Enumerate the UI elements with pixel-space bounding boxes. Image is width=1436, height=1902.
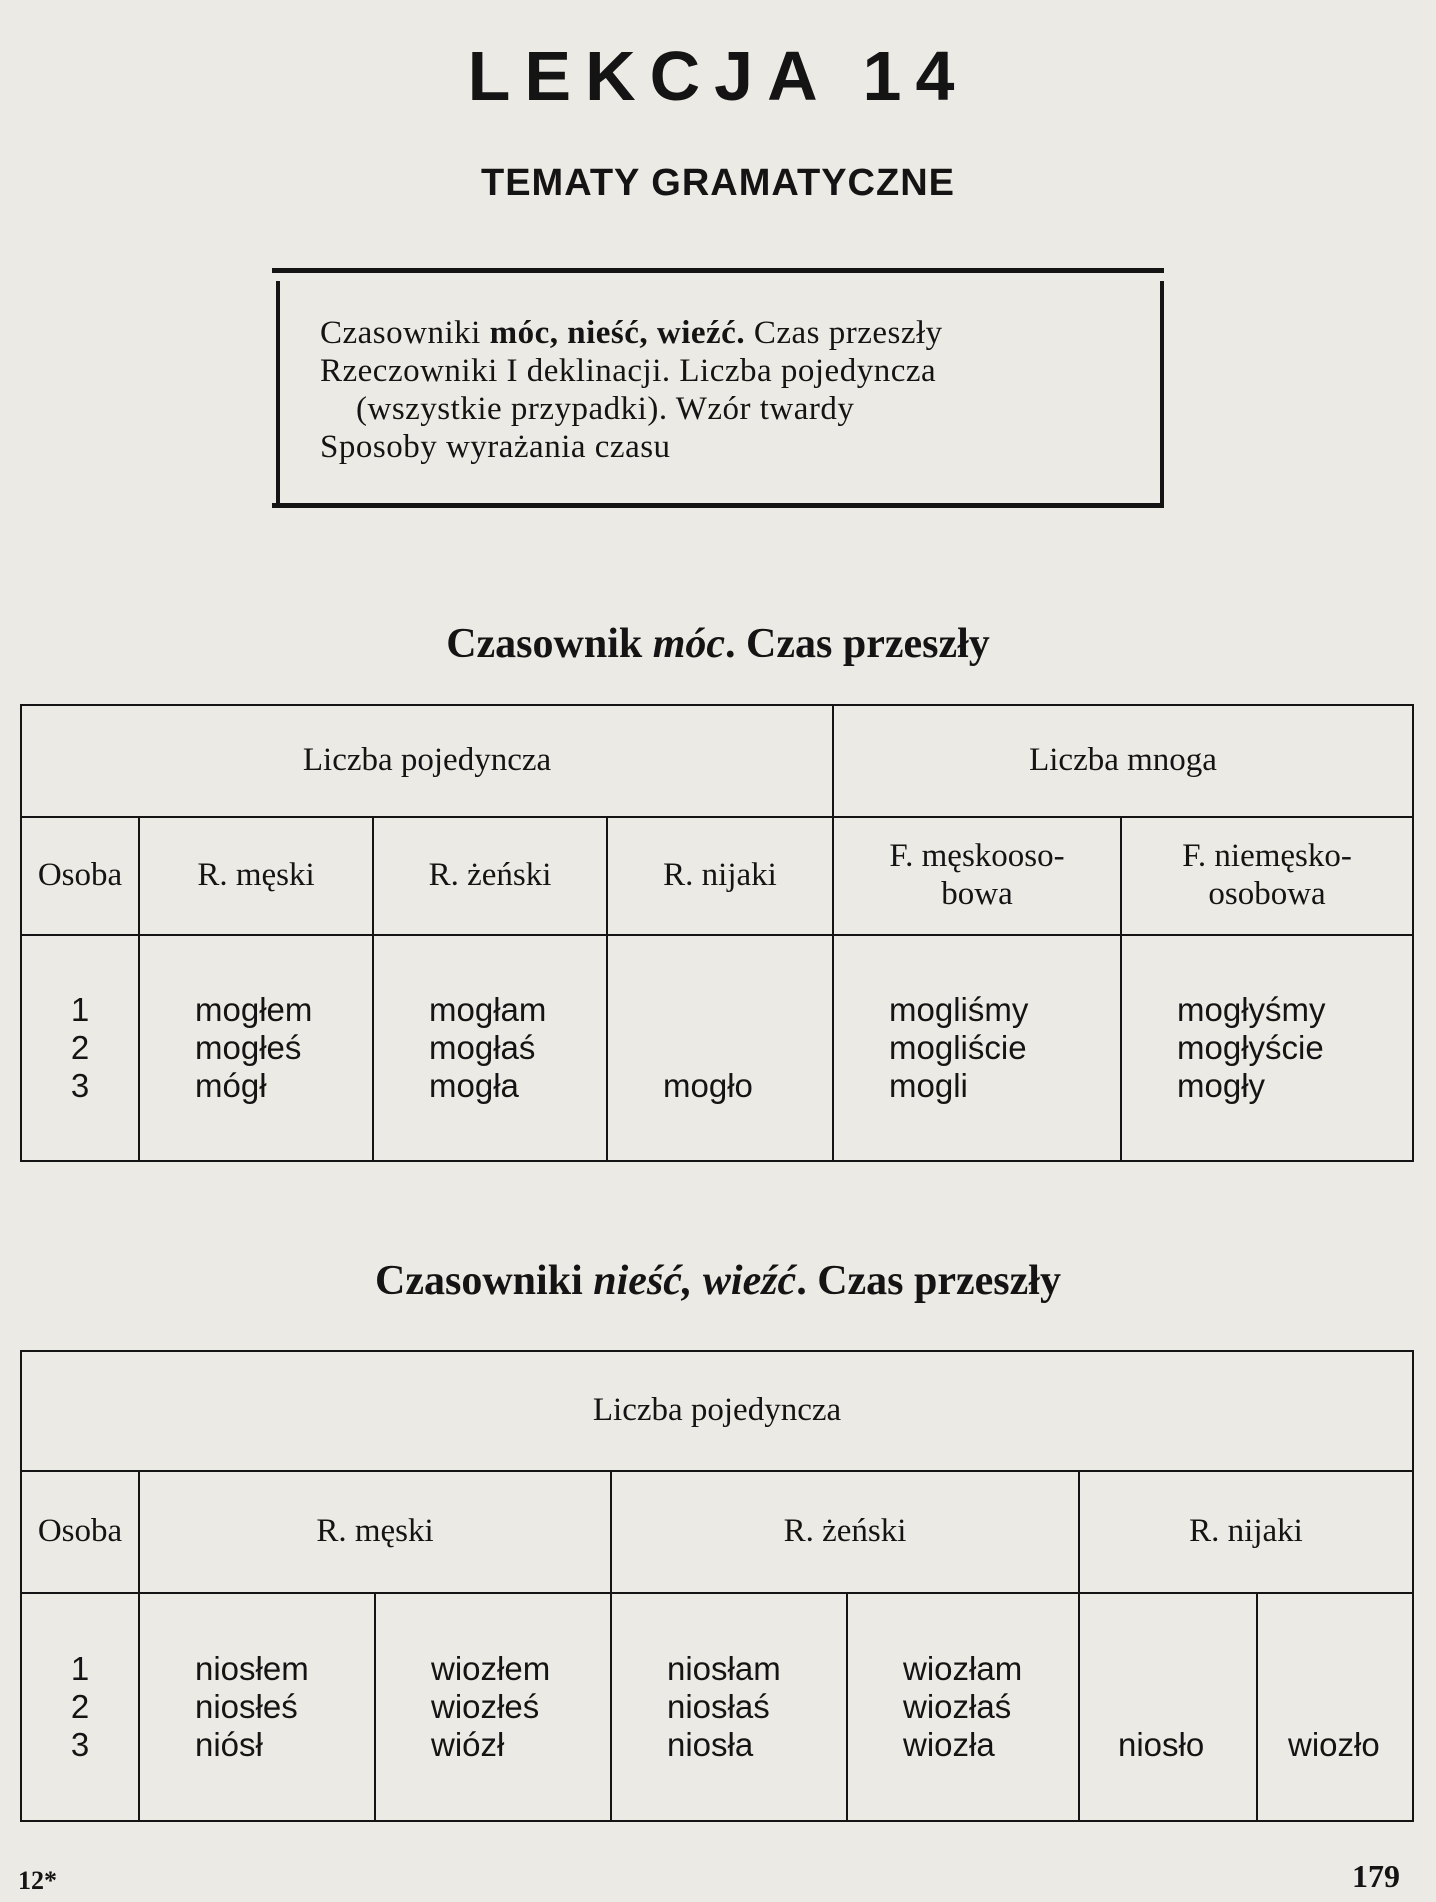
table-row bbox=[21, 1351, 1413, 1471]
form: wiozło bbox=[1288, 1725, 1380, 1763]
form: mogły bbox=[1177, 1066, 1266, 1104]
table-row bbox=[21, 705, 1413, 817]
header-masc-personal: F. męskooso- bowa bbox=[833, 817, 1121, 935]
person-3: 3 bbox=[70, 1066, 90, 1104]
section-heading-moc bbox=[0, 620, 1436, 668]
page-number: 179 bbox=[1352, 1858, 1400, 1894]
form: mogłeś bbox=[195, 1029, 302, 1067]
header-singular: Liczba pojedyncza bbox=[21, 705, 833, 817]
neut-forms-cell bbox=[607, 935, 833, 1161]
form: mogliście bbox=[889, 1029, 1027, 1067]
header-fem: R. żeński bbox=[373, 817, 607, 935]
person-3: 3 bbox=[70, 1725, 90, 1763]
neut-wiezc-cell bbox=[1257, 1593, 1413, 1821]
form: mógł bbox=[195, 1066, 267, 1104]
topic-line-2: Rzeczowniki I deklinacji. Liczba pojedyncza bbox=[320, 353, 937, 389]
fem-forms-cell bbox=[373, 935, 607, 1161]
person-cell bbox=[21, 935, 139, 1161]
form: wiózł bbox=[431, 1725, 505, 1763]
form: mogłem bbox=[195, 991, 313, 1029]
masc-forms-cell bbox=[139, 935, 373, 1161]
topics-box bbox=[272, 268, 1164, 508]
header-plural: Liczba mnoga bbox=[833, 705, 1413, 817]
topics-box-right-rule bbox=[1160, 281, 1164, 503]
form: mogli bbox=[889, 1066, 968, 1104]
section-heading-niesc-suffix: . Czas przeszły bbox=[796, 1258, 1061, 1304]
person-2: 2 bbox=[70, 1029, 90, 1067]
table-row bbox=[21, 817, 1413, 935]
header-person: Osoba bbox=[21, 817, 139, 935]
form bbox=[663, 1029, 832, 1067]
section-heading-niesc-wiezc bbox=[0, 1257, 1436, 1305]
signature-mark: 12* bbox=[18, 1866, 57, 1895]
form: niosła bbox=[667, 1725, 754, 1763]
form: mogłyście bbox=[1177, 1029, 1324, 1067]
form: niosłem bbox=[195, 1650, 309, 1688]
header-person: Osoba bbox=[21, 1471, 139, 1593]
form bbox=[1118, 1688, 1256, 1726]
masc-niesc-cell bbox=[139, 1593, 375, 1821]
person-2: 2 bbox=[70, 1688, 90, 1726]
form: mogła bbox=[429, 1066, 519, 1104]
form bbox=[1288, 1688, 1412, 1726]
conjugation-table-niesc-wiezc bbox=[20, 1350, 1414, 1822]
header-fem: R. żeński bbox=[611, 1471, 1079, 1593]
topic-line-3: (wszystkie przypadki). Wzór twardy bbox=[356, 391, 855, 427]
form: niosłam bbox=[667, 1650, 781, 1688]
table-row bbox=[21, 1593, 1413, 1821]
masc-wiezc-cell bbox=[375, 1593, 611, 1821]
header-nonmasc-personal: F. niemęsko- osobowa bbox=[1121, 817, 1413, 935]
nonmasc-personal-forms-cell bbox=[1121, 935, 1413, 1161]
form: niosłeś bbox=[195, 1688, 298, 1726]
topics-box-left-rule bbox=[276, 281, 280, 503]
form: niósł bbox=[195, 1725, 263, 1763]
person-1: 1 bbox=[70, 991, 90, 1029]
section-heading-moc-prefix: Czasownik bbox=[446, 621, 643, 667]
header-masc: R. męski bbox=[139, 817, 373, 935]
form bbox=[1288, 1650, 1412, 1688]
form bbox=[1118, 1650, 1256, 1688]
header-singular: Liczba pojedyncza bbox=[21, 1351, 1413, 1471]
neut-niesc-cell bbox=[1079, 1593, 1257, 1821]
header-masc: R. męski bbox=[139, 1471, 611, 1593]
section-heading-niesc-prefix: Czasowniki bbox=[375, 1258, 583, 1304]
topic-line-1 bbox=[320, 315, 943, 352]
person-cell bbox=[21, 1593, 139, 1821]
person-1: 1 bbox=[70, 1650, 90, 1688]
topic-line-1-verbs: móc, nieść, wieźć. bbox=[489, 315, 746, 351]
section-heading-moc-suffix: . Czas przeszły bbox=[725, 621, 990, 667]
topic-line-4: Sposoby wyrażania czasu bbox=[320, 429, 671, 465]
topic-line-1-suffix: Czas przeszły bbox=[753, 315, 943, 351]
form: mogłaś bbox=[429, 1029, 536, 1067]
topic-line-1-prefix: Czasowniki bbox=[320, 315, 481, 351]
table-row bbox=[21, 1471, 1413, 1593]
form: wiozła bbox=[903, 1725, 995, 1763]
form: mogłam bbox=[429, 991, 547, 1029]
form: niosłaś bbox=[667, 1688, 770, 1726]
fem-niesc-cell bbox=[611, 1593, 847, 1821]
fem-wiezc-cell bbox=[847, 1593, 1079, 1821]
form: wiozłam bbox=[903, 1650, 1023, 1688]
form: mogło bbox=[663, 1066, 753, 1104]
header-neut: R. nijaki bbox=[607, 817, 833, 935]
lesson-title: LEKCJA 14 bbox=[467, 37, 969, 115]
form: wiozłeś bbox=[431, 1688, 540, 1726]
masc-personal-forms-cell bbox=[833, 935, 1121, 1161]
table-row bbox=[21, 935, 1413, 1161]
conjugation-table-moc bbox=[20, 704, 1414, 1162]
header-neut: R. nijaki bbox=[1079, 1471, 1413, 1593]
form: mogliśmy bbox=[889, 991, 1029, 1029]
section-heading-niesc-verbs: nieść, wieźć bbox=[593, 1258, 797, 1304]
form: wiozłaś bbox=[903, 1688, 1012, 1726]
form: mogłyśmy bbox=[1177, 991, 1326, 1029]
form: niosło bbox=[1118, 1725, 1205, 1763]
topics-heading: TEMATY GRAMATYCZNE bbox=[481, 162, 955, 204]
form: wiozłem bbox=[431, 1650, 551, 1688]
form bbox=[663, 991, 832, 1029]
section-heading-moc-verb: móc bbox=[652, 621, 726, 667]
